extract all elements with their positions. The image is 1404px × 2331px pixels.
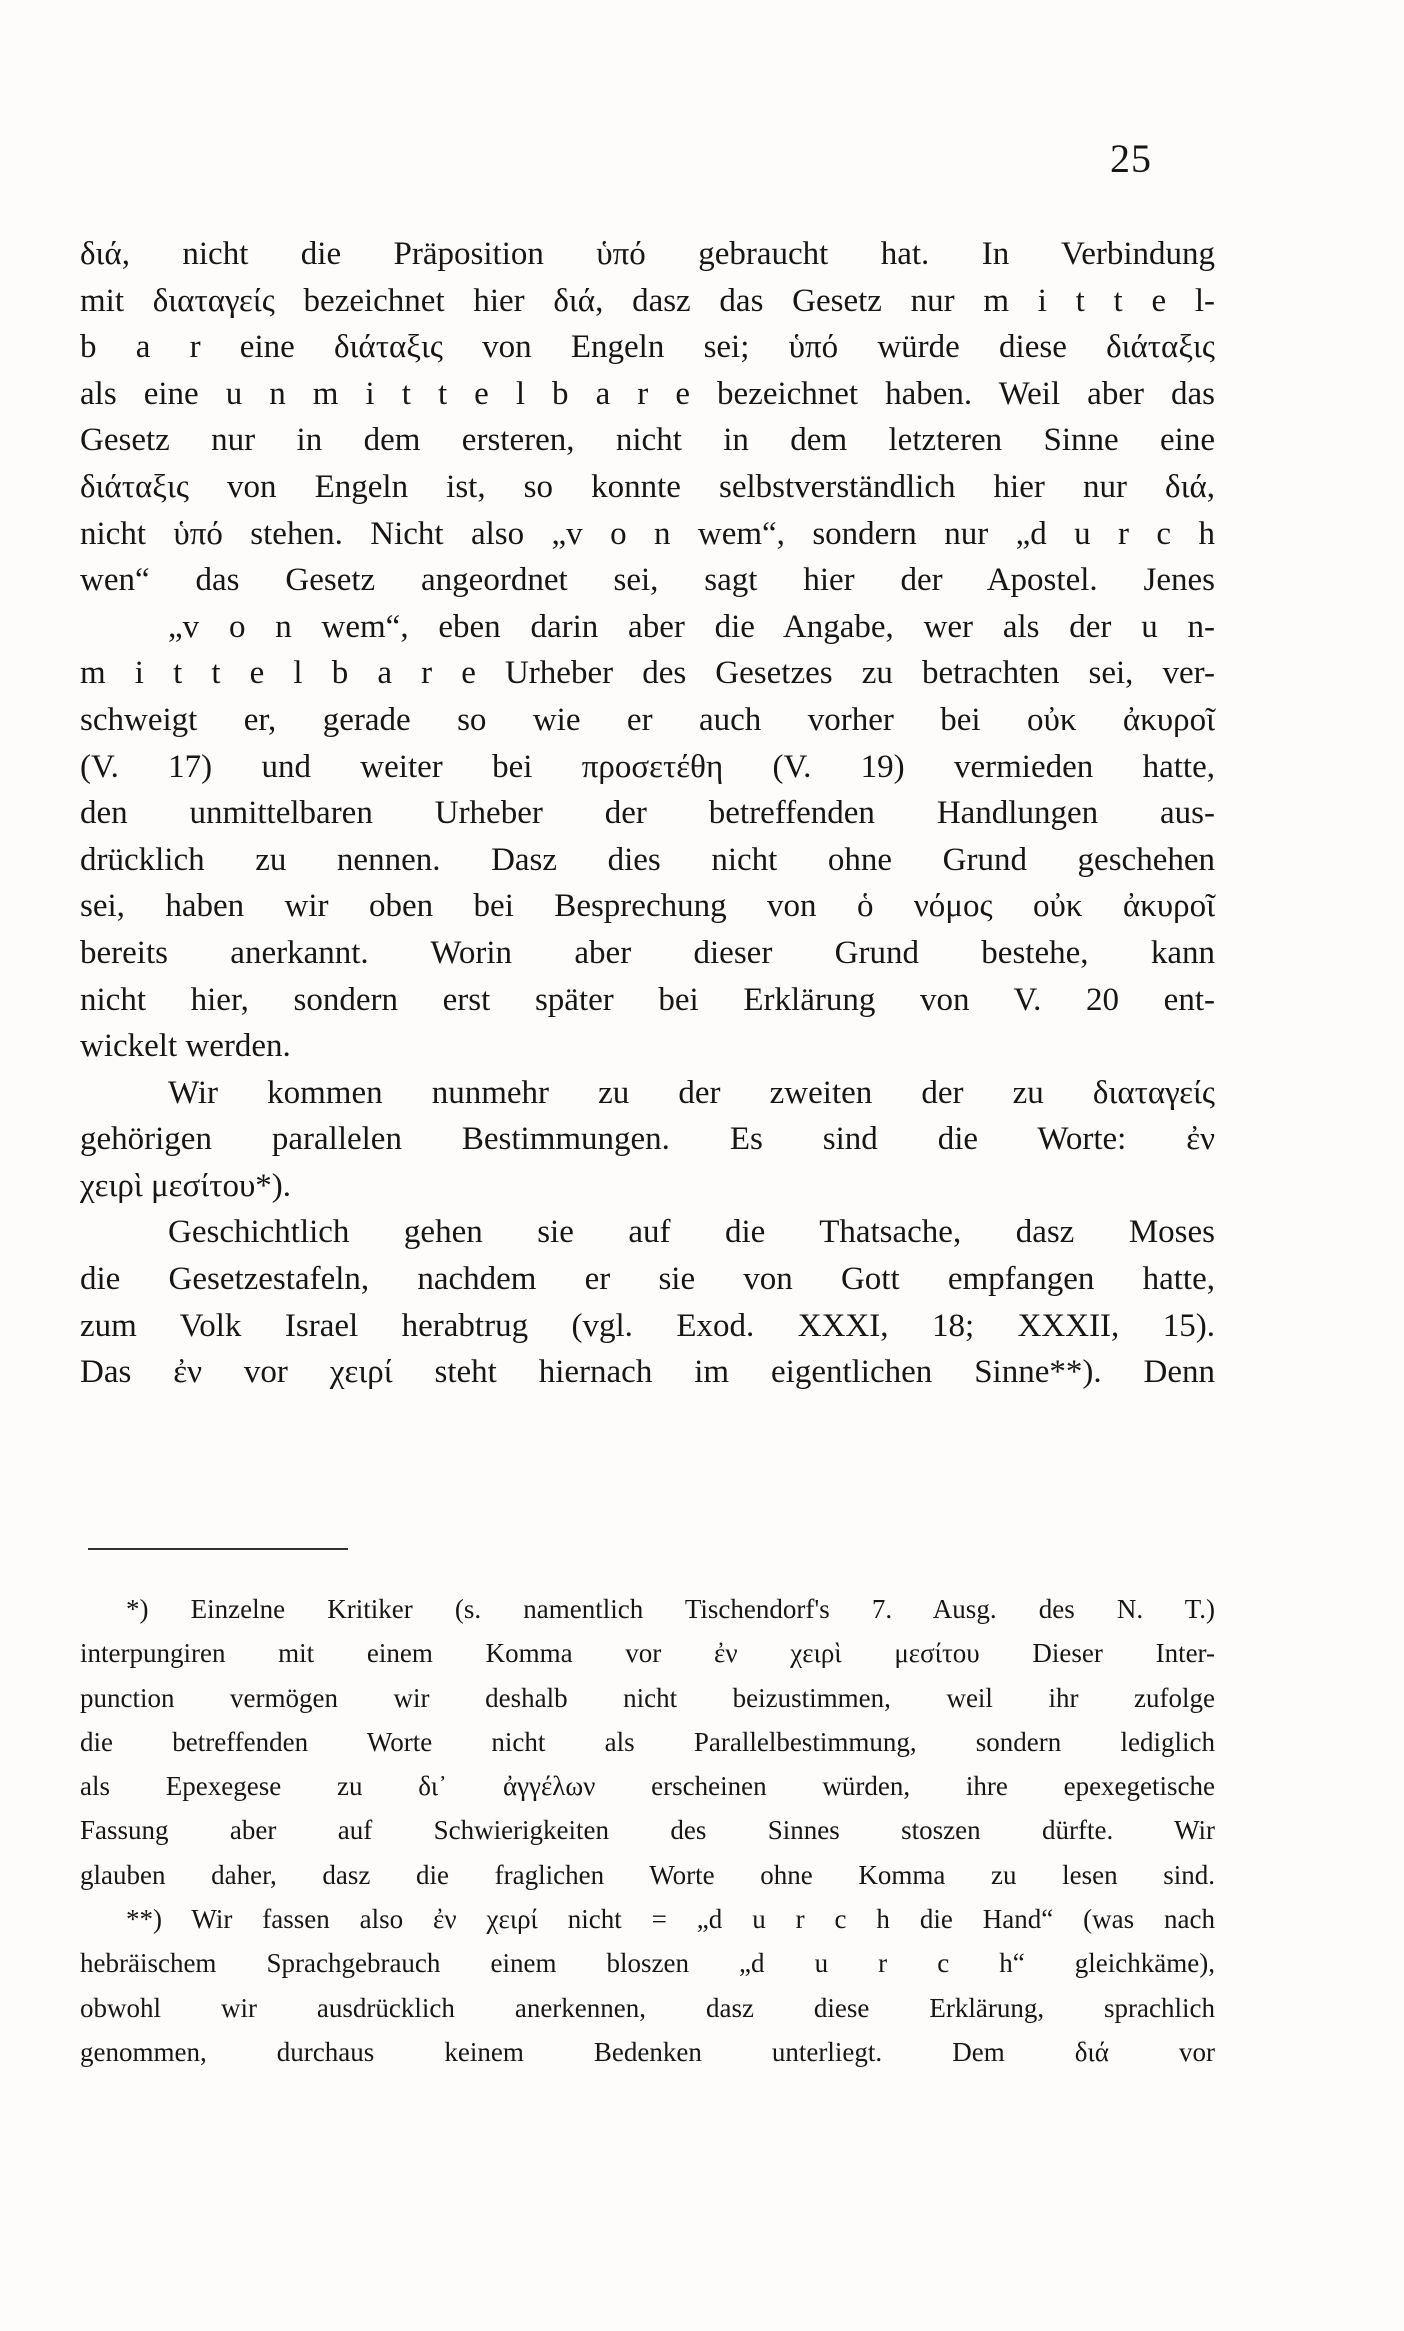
text-line: drücklich zu nennen. Dasz dies nicht ohne Grund geschehen: [80, 841, 1215, 878]
text-line: Geschichtlich gehen sie auf die Thatsache, dasz Moses: [168, 1214, 1215, 1251]
page-number: 25: [1110, 136, 1152, 181]
text-line: διά, nicht die Präposition ὑπό gebraucht hat. In Verbindung: [80, 236, 1215, 272]
text-line: den unmittelbaren Urheber der betreffenden Handlungen aus-: [80, 795, 1215, 832]
footnote-line: **) Wir fassen also ἐν χειρί nicht = „d u r c h die Hand“ (was nach: [126, 1904, 1215, 1935]
text-line: die Gesetzestafeln, nachdem er sie von Gott empfangen hatte,: [80, 1261, 1215, 1298]
text-line: wickelt werden.: [80, 1028, 291, 1065]
footnote-line: Fassung aber auf Schwierigkeiten des Sinnes stoszen dürfte. Wir: [80, 1815, 1215, 1846]
text-line: b a r eine διάταξις von Engeln sei; ὑπό würde diese διάταξις: [80, 329, 1215, 366]
footnote-line: glauben daher, dasz die fraglichen Worte ohne Komma zu lesen sind.: [80, 1859, 1215, 1890]
text-line: χειρὶ μεσίτου*).: [80, 1167, 292, 1204]
footnote-line: genommen, durchaus keinem Bedenken unterliegt. Dem διά vor: [80, 2036, 1215, 2067]
text-line: wen“ das Gesetz angeordnet sei, sagt hier der Apostel. Jenes: [80, 562, 1215, 599]
footnotes: [80, 1587, 1215, 2074]
text-line: Das ἐν vor χειρί steht hiernach im eigentlichen Sinne**). Denn: [80, 1354, 1215, 1391]
text-line: als eine u n m i t t e l b a r e bezeichnet haben. Weil aber das: [80, 375, 1215, 412]
footnote-line: als Epexegese zu δι᾿ ἀγγέλων erscheinen würden, ihre epexegetische: [80, 1771, 1215, 1802]
text-line: διάταξις von Engeln ist, so konnte selbstverständlich hier nur διά,: [80, 468, 1215, 505]
main-text: [80, 231, 1215, 1396]
text-line: zum Volk Israel herabtrug (vgl. Exod. XXXI, 18; XXXII, 15).: [80, 1307, 1215, 1344]
text-line: gehörigen parallelen Bestimmungen. Es sind die Worte: ἐν: [80, 1121, 1215, 1158]
footnote-line: interpungiren mit einem Komma vor ἐν χειρὶ μεσίτου Dieser Inter-: [80, 1638, 1215, 1669]
text-line: mit διαταγείς bezeichnet hier διά, dasz das Gesetz nur m i t t e l-: [80, 282, 1215, 319]
text-line: Wir kommen nunmehr zu der zweiten der zu διαταγείς: [168, 1074, 1215, 1111]
text-line: bereits anerkannt. Worin aber dieser Grund bestehe, kann: [80, 934, 1215, 971]
footnote-divider: [88, 1548, 348, 1550]
text-line: Gesetz nur in dem ersteren, nicht in dem letzteren Sinne eine: [80, 422, 1215, 459]
footnote-line: punction vermögen wir deshalb nicht beizustimmen, weil ihr zufolge: [80, 1682, 1215, 1713]
text-line: sei, haben wir oben bei Besprechung von ὁ νόμος οὐκ ἀκυροῖ: [80, 888, 1215, 925]
footnote-line: *) Einzelne Kritiker (s. namentlich Tischendorf's 7. Ausg. des N. T.): [126, 1594, 1215, 1624]
text-line: „v o n wem“, eben darin aber die Angabe, wer als der u n-: [168, 608, 1215, 645]
text-line: schweigt er, gerade so wie er auch vorher bei οὐκ ἀκυροῖ: [80, 701, 1215, 738]
footnote-line: hebräischem Sprachgebrauch einem bloszen „d u r c h“ gleichkäme),: [80, 1948, 1215, 1979]
text-line: m i t t e l b a r e Urheber des Gesetzes zu betrachten sei, ver-: [80, 655, 1215, 692]
footnote-line: die betreffenden Worte nicht als Parallelbestimmung, sondern lediglich: [80, 1726, 1215, 1757]
footnote-line: obwohl wir ausdrücklich anerkennen, dasz diese Erklärung, sprachlich: [80, 1992, 1215, 2023]
text-line: (V. 17) und weiter bei προσετέθη (V. 19) vermieden hatte,: [80, 748, 1215, 785]
text-line: nicht ὑπό stehen. Nicht also „v o n wem“, sondern nur „d u r c h: [80, 515, 1215, 552]
text-line: nicht hier, sondern erst später bei Erklärung von V. 20 ent-: [80, 981, 1215, 1018]
